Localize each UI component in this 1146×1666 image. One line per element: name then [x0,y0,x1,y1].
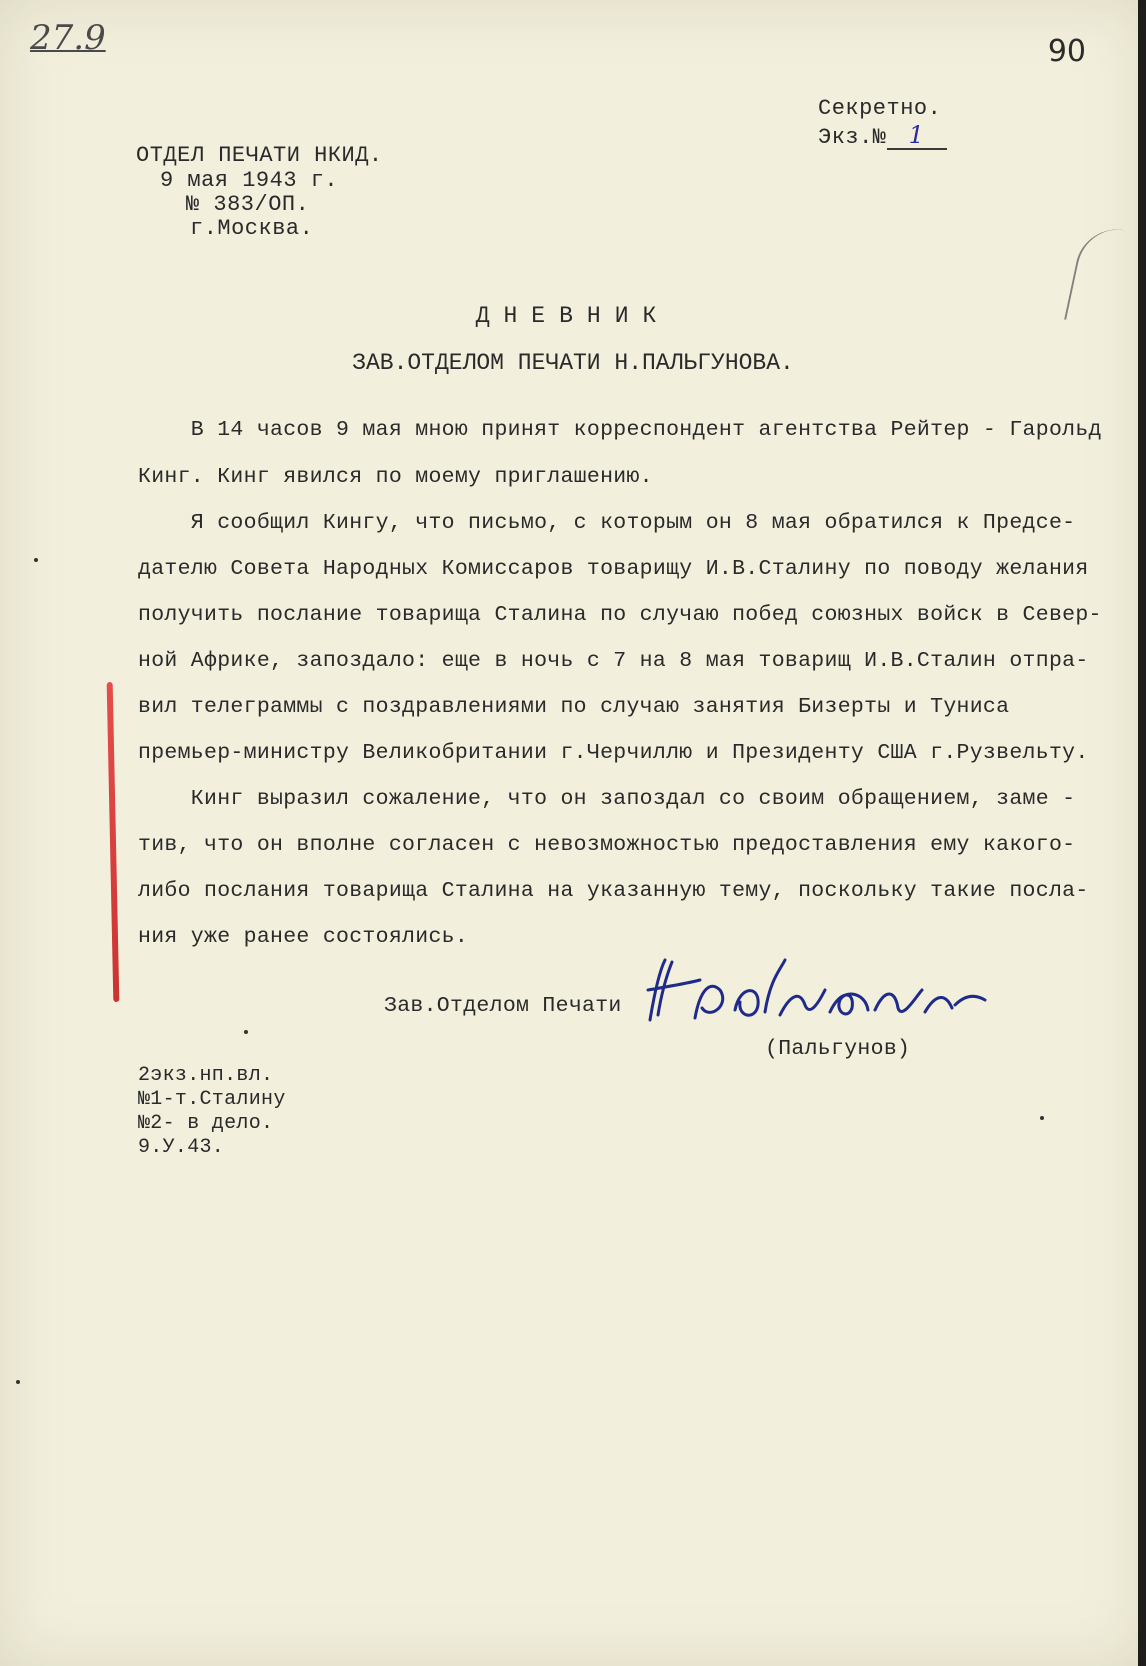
archive-number: 27.9 [30,18,106,58]
folio-number: 90 [1047,34,1086,69]
body-line: ния уже ранее состоялись. [138,925,469,949]
body-line: дателю Совета Народных Комиссаров товарищу И.В.Сталину по поводу желания [138,557,1089,581]
page-edge [1138,0,1146,1666]
body-line: Кинг. Кинг явился по моему приглашению. [138,465,653,489]
ink-speck [1040,1116,1044,1120]
body-line: премьер-министру Великобритании г.Черчиллю и Президенту США г.Рузвельту. [138,741,1089,765]
footer-line: 2экз.нп.вл. [138,1064,274,1087]
footer-line: 9.У.43. [138,1136,225,1159]
body-line: вил телеграммы с поздравлениями по случаю занятия Бизерты и Туниса [138,695,1010,719]
signature-label: Зав.Отделом Печати [384,994,622,1018]
header-number: № 383/ОП. [186,192,310,217]
ink-speck [16,1380,20,1384]
copy-line [818,122,947,151]
header-department: ОТДЕЛ ПЕЧАТИ НКИД. [136,143,383,168]
body-line: Кинг выразил сожаление, что он запоздал со своим обращением, заме - [138,787,1076,811]
red-margin-mark [107,682,120,1002]
body-line: ной Африке, запоздало: еще в ночь с 7 на 8 мая товарищ И.В.Сталин отпра- [138,649,1089,673]
body-line: получить послание товарища Сталина по случаю побед союзных войск в Север- [138,603,1102,627]
header-date: 9 мая 1943 г. [160,168,339,193]
signatory-name: (Пальгунов) [765,1037,911,1061]
ink-speck [34,558,38,562]
body-line: В 14 часов 9 мая мною принят корреспондент агентства Рейтер - Гарольд [138,418,1102,442]
body-line: Я сообщил Кингу, что письмо, с которым он 8 мая обратился к Предсе- [138,511,1076,535]
document-title: ДНЕВНИК [475,303,671,329]
copy-number: 1 [887,122,947,150]
footer-line: №1-т.Сталину [138,1088,286,1111]
body-line: тив, что он вполне согласен с невозможностью предоставления ему какого- [138,833,1076,857]
ink-speck [244,1030,248,1034]
header-place: г.Москва. [190,216,314,241]
classification-label: Секретно. [818,96,942,121]
body-line: либо послания товарища Сталина на указанную тему, поскольку такие посла- [138,879,1089,903]
copy-label: Экз.№ [818,125,887,150]
footer-line: №2- в дело. [138,1112,274,1135]
handwritten-signature [640,950,1060,1040]
document-subtitle: ЗАВ.ОТДЕЛОМ ПЕЧАТИ Н.ПАЛЬГУНОВА. [352,350,794,376]
